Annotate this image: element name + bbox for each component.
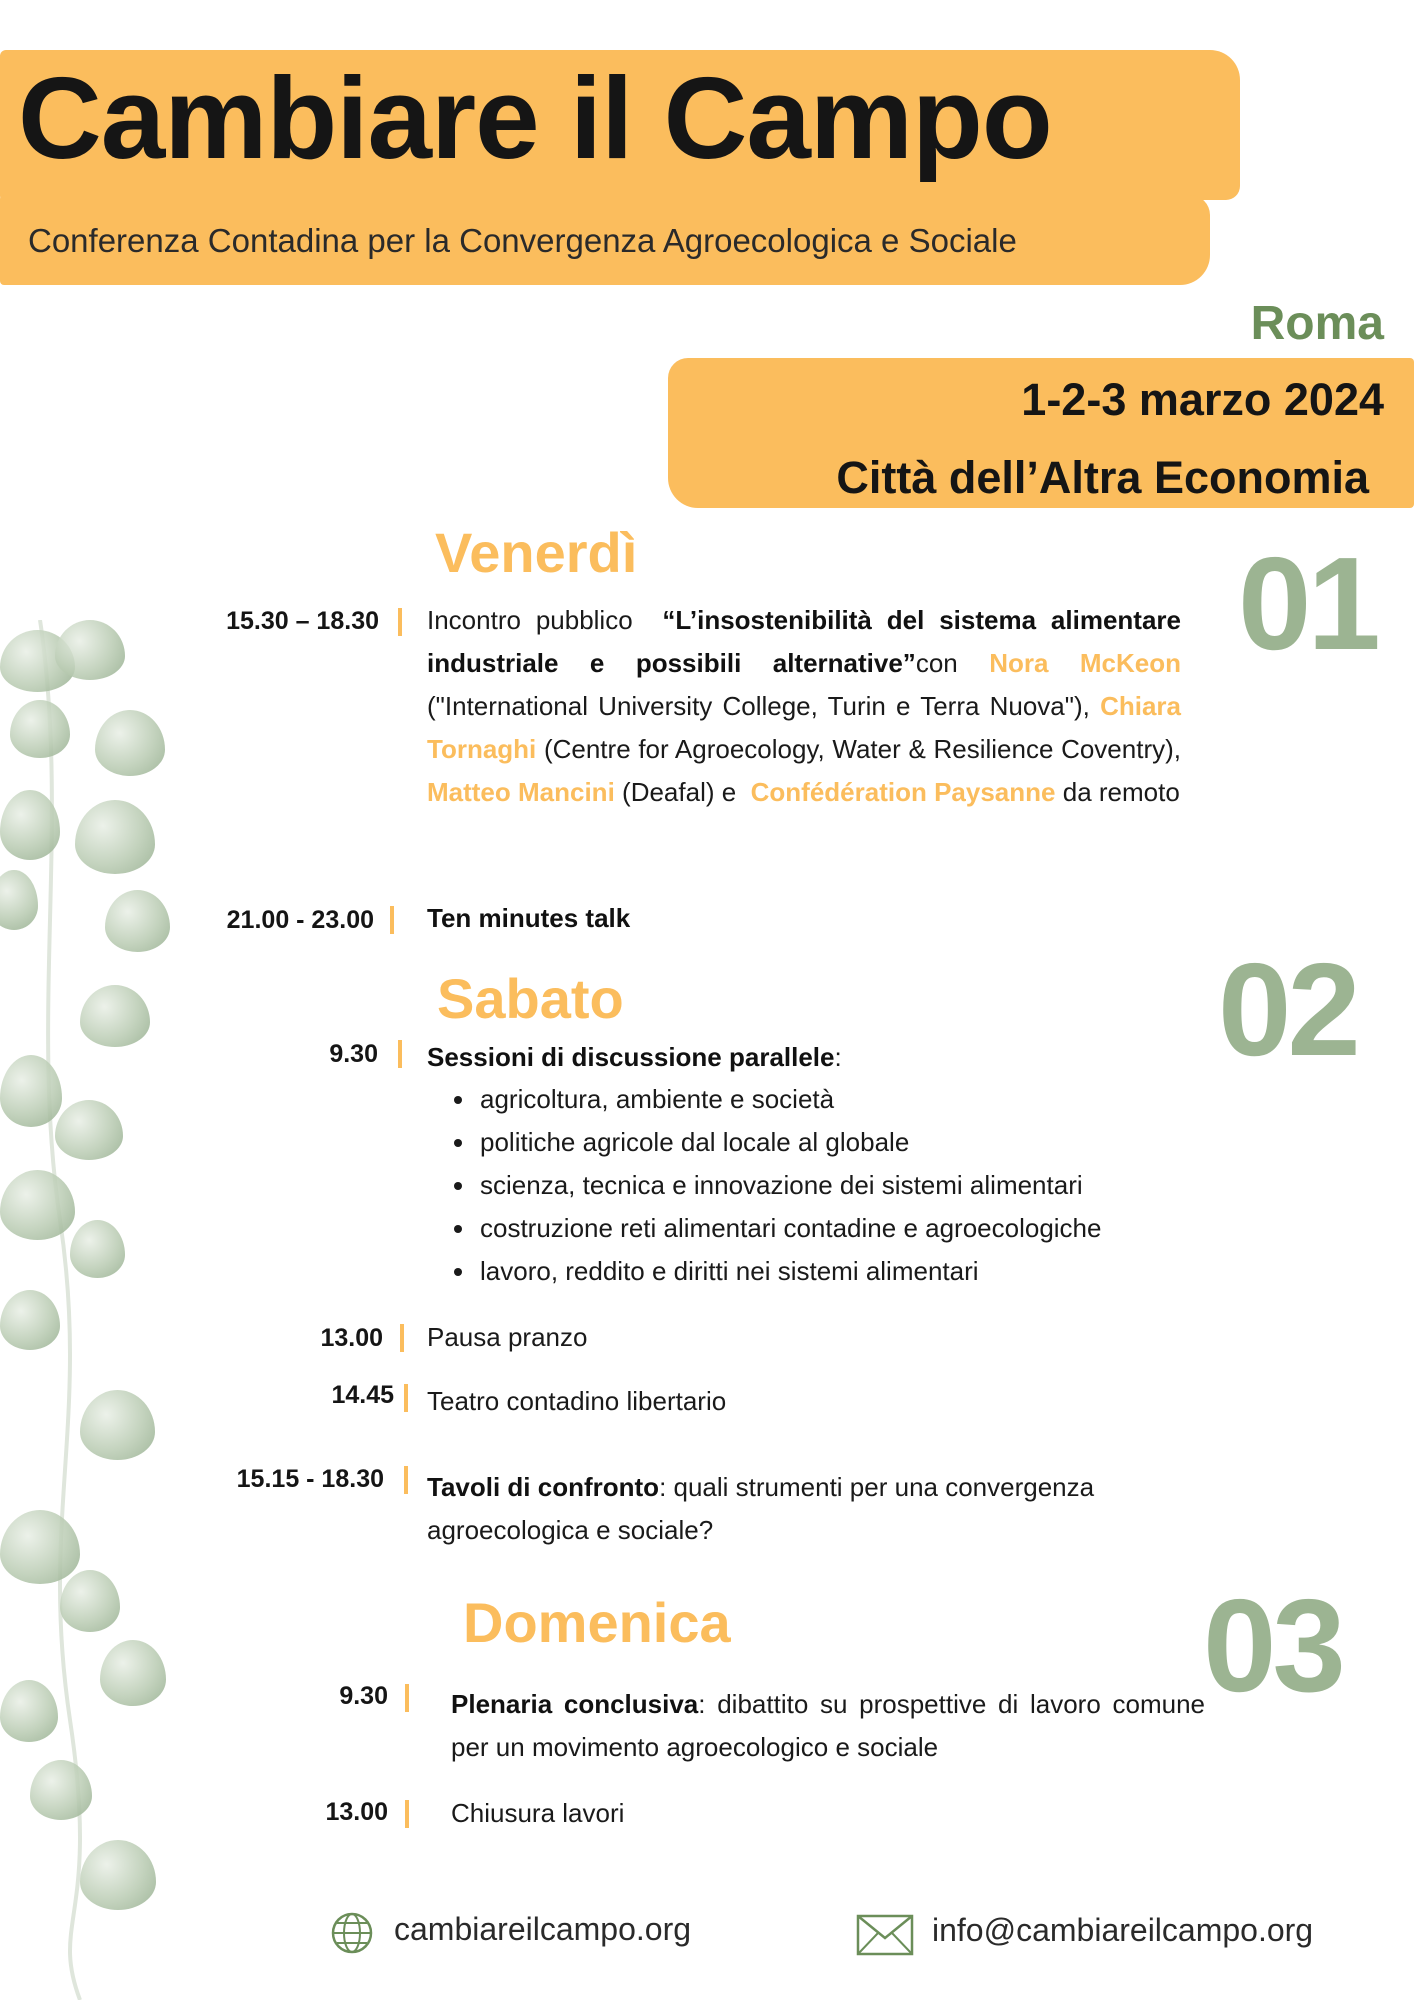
time-label: 14.45: [331, 1381, 394, 1409]
time-label: 21.00 - 23.00: [226, 906, 374, 934]
speaker-name: Chiara Tornaghi: [427, 691, 1181, 764]
page-title: Cambiare il Campo: [18, 53, 1052, 183]
time-divider: [405, 1800, 409, 1828]
time-label: 9.30: [339, 1682, 388, 1710]
time-label: 15.30 – 18.30: [226, 607, 379, 635]
day-heading-sunday: Domenica: [463, 1591, 731, 1654]
event-title: Pausa pranzo: [427, 1322, 588, 1352]
globe-icon: [330, 1911, 374, 1955]
email-text[interactable]: info@cambiareilcampo.org: [932, 1912, 1314, 1948]
page-subtitle: Conferenza Contadina per la Convergenza Agroecologica e Sociale: [28, 222, 1017, 259]
time-divider: [405, 1684, 409, 1712]
list-item: agricoltura, ambiente e società: [450, 1078, 1101, 1121]
topic-list: [450, 1078, 1101, 1293]
time-divider: [398, 608, 402, 636]
envelope-icon: [856, 1914, 914, 1956]
list-item: costruzione reti alimentari contadine e agroecologiche: [450, 1207, 1101, 1250]
speaker-name: Matteo Mancini: [427, 777, 615, 807]
list-item: scienza, tecnica e innovazione dei sistemi alimentari: [450, 1164, 1101, 1207]
time-divider: [400, 1324, 404, 1352]
event-venue: Città dell’Altra Economia: [836, 452, 1369, 503]
day-number-03: 03: [1203, 1572, 1342, 1719]
event-title: Ten minutes talk: [427, 903, 631, 933]
time-label: 15.15 - 18.30: [236, 1465, 384, 1493]
time-label: 9.30: [329, 1040, 378, 1068]
speaker-name: Confédération Paysanne: [750, 777, 1056, 807]
event-title: Sessioni di discussione parallele:: [427, 1042, 842, 1072]
website-text[interactable]: cambiareilcampo.org: [394, 1911, 692, 1947]
time-divider: [404, 1384, 408, 1412]
event-title: Teatro contadino libertario: [427, 1386, 727, 1416]
time-divider: [390, 906, 394, 934]
list-item: politiche agricole dal locale al globale: [450, 1121, 1101, 1164]
time-label: 13.00: [325, 1798, 388, 1826]
list-item: lavoro, reddito e diritti nei sistemi alimentari: [450, 1250, 1101, 1293]
event-description: Incontro pubblico “L’insostenibilità del sistema alimentare industriale e possibili alternative”con Nora McKeon ("International University College, Turin e Terra Nuova"), Chiara Tornaghi (Centre for Agroecology, Water & Resilience Coventry), Matteo Mancini (Deafal) e Confédération Paysanne da remoto: [427, 605, 1181, 807]
city-label: Roma: [1250, 297, 1384, 350]
event-dates: 1-2-3 marzo 2024: [1021, 374, 1384, 425]
time-divider: [398, 1040, 402, 1068]
event-title: Chiusura lavori: [451, 1798, 625, 1828]
event-description: Plenaria conclusiva: dibattito su prospettive di lavoro comune per un movimento agroecologico e sociale: [451, 1689, 1205, 1762]
time-divider: [404, 1466, 408, 1494]
day-heading-friday: Venerdì: [435, 521, 638, 584]
time-label: 13.00: [320, 1324, 383, 1352]
day-number-01: 01: [1238, 530, 1377, 677]
speaker-name: Nora McKeon: [989, 648, 1181, 678]
day-heading-saturday: Sabato: [437, 967, 624, 1030]
day-number-02: 02: [1218, 936, 1357, 1083]
event-description: Tavoli di confronto: quali strumenti per una convergenza agroecologica e sociale?: [427, 1472, 1095, 1545]
